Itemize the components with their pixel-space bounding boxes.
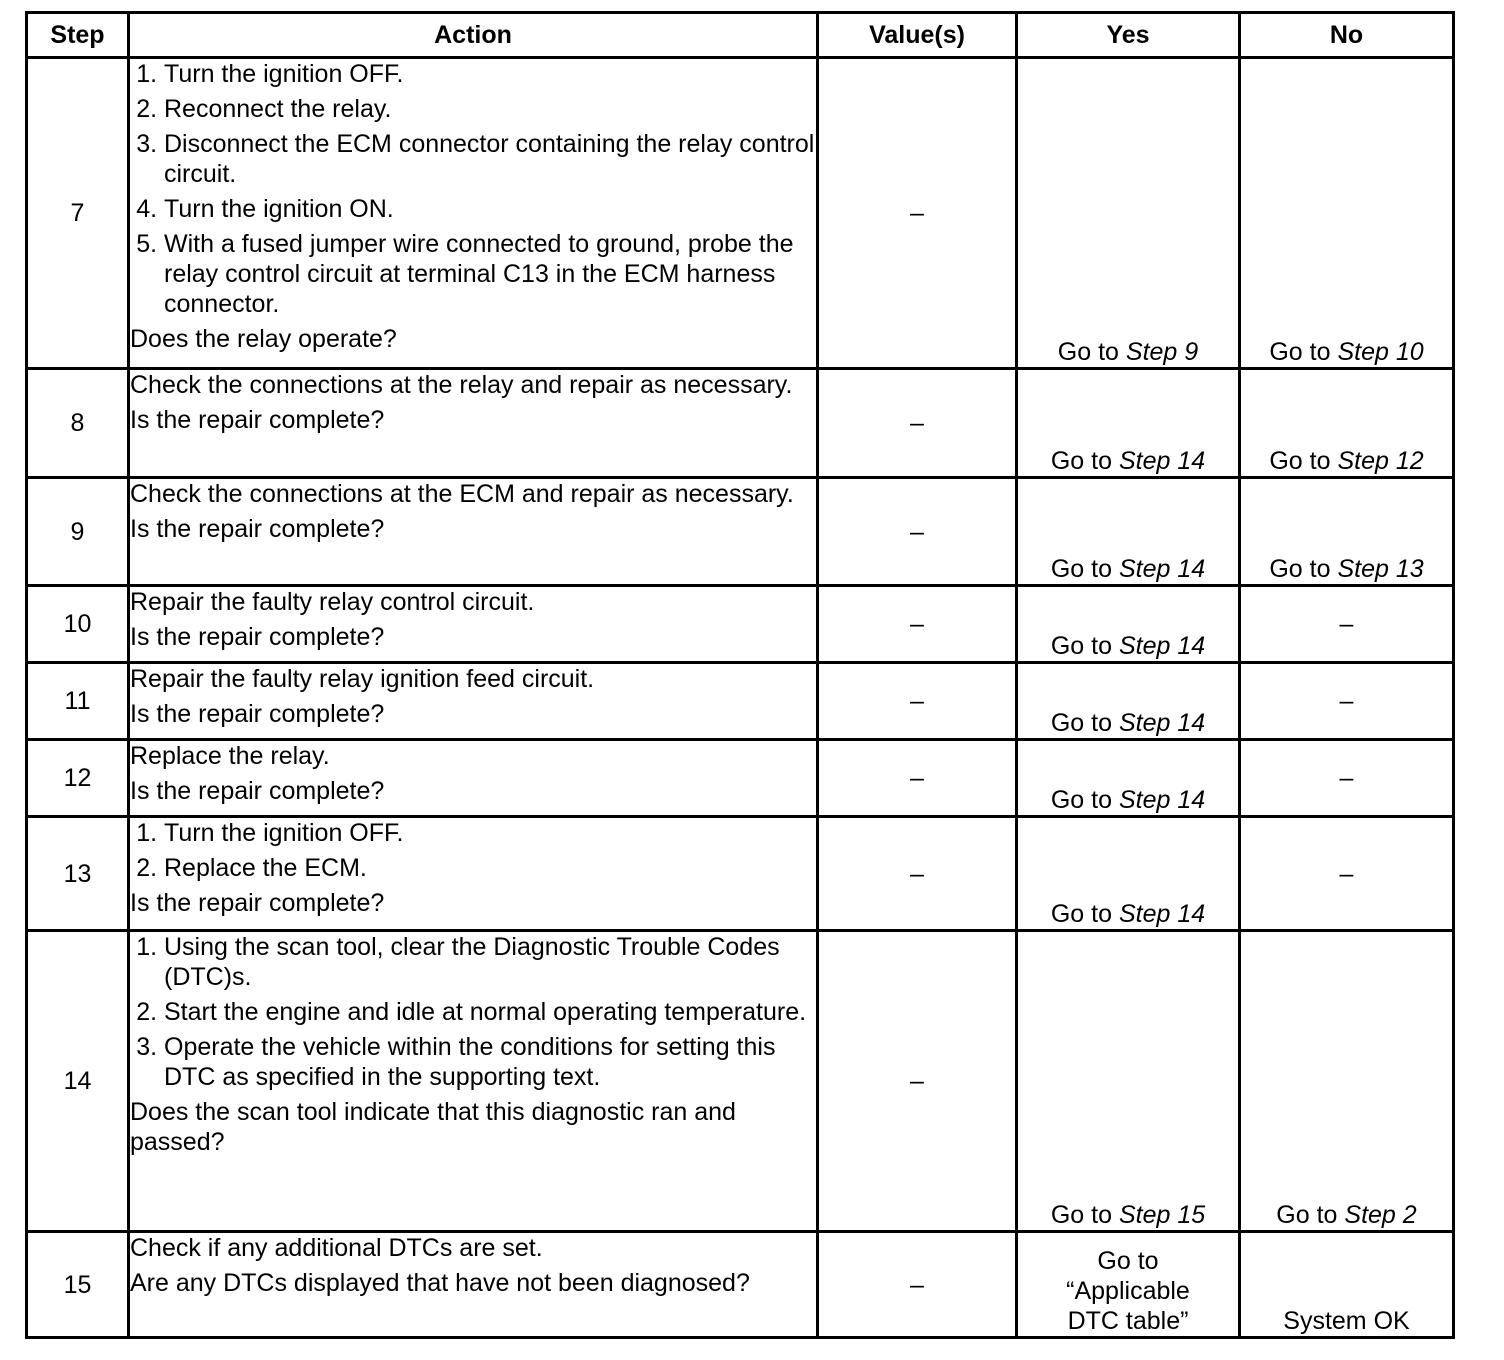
step-number: 11 [27, 663, 129, 740]
go-to-text: Go to [1276, 1201, 1338, 1229]
action-step: 3. Operate the vehicle within the conditions for setting this DTC as specified in the supporting text. [164, 1032, 816, 1092]
header-no: No [1240, 13, 1454, 58]
action-step: 2. Replace the ECM. [164, 853, 816, 883]
go-to-text: Go to [1050, 1201, 1112, 1229]
action-question: Is the repair complete? [130, 623, 385, 651]
yes-cell [1017, 931, 1240, 1232]
step-reference: Step 13 [1337, 555, 1424, 583]
no-cell: – [1240, 663, 1454, 740]
table-row [27, 817, 1454, 931]
go-to-text: Go to [1050, 709, 1112, 737]
value-cell: – [818, 740, 1017, 817]
table-row [27, 740, 1454, 817]
action-text: Check the connections at the ECM and repair as necessary. [130, 480, 794, 508]
yes-cell [1017, 663, 1240, 740]
header-yes: Yes [1017, 13, 1240, 58]
step-reference: Step 12 [1337, 447, 1424, 475]
yes-line: DTC table” [1067, 1307, 1189, 1335]
yes-cell [1017, 369, 1240, 478]
value-cell: – [818, 1232, 1017, 1338]
table-row [27, 931, 1454, 1232]
go-to-text: Go to [1269, 447, 1331, 475]
action-text: Repair the faulty relay control circuit. [130, 588, 535, 616]
yes-cell [1017, 58, 1240, 369]
step-reference: Step 14 [1118, 447, 1206, 475]
yes-cell [1017, 817, 1240, 931]
action-step: 1. Using the scan tool, clear the Diagnostic Trouble Codes (DTC)s. [164, 932, 816, 992]
step-number: 8 [27, 369, 129, 478]
go-to-text: Go to [1050, 632, 1112, 660]
action-question: Is the repair complete? [130, 515, 385, 543]
value-cell: – [818, 58, 1017, 369]
yes-cell [1017, 586, 1240, 663]
value-cell: – [818, 817, 1017, 931]
step-reference: Step 10 [1337, 338, 1424, 366]
action-cell [129, 478, 818, 586]
action-question: Does the scan tool indicate that this diagnostic ran and passed? [130, 1098, 736, 1156]
action-cell [129, 1232, 818, 1338]
action-step: 2. Start the engine and idle at normal operating temperature. [164, 997, 816, 1027]
action-question: Is the repair complete? [130, 889, 385, 917]
action-question: Is the repair complete? [130, 777, 385, 805]
action-question: Does the relay operate? [130, 325, 397, 353]
value-cell: – [818, 586, 1017, 663]
action-cell [129, 663, 818, 740]
no-cell [1240, 58, 1454, 369]
go-to-text: Go to [1050, 447, 1112, 475]
step-reference: Step 14 [1118, 786, 1206, 814]
header-action: Action [129, 13, 818, 58]
go-to-text: Go to [1050, 555, 1112, 583]
go-to-text: Go to [1269, 338, 1331, 366]
go-to-text: Go to [1269, 555, 1331, 583]
action-cell [129, 369, 818, 478]
step-number: 7 [27, 58, 129, 369]
header-row [27, 13, 1454, 58]
action-step: 2. Reconnect the relay. [164, 94, 816, 124]
yes-line: “Applicable [1066, 1277, 1190, 1305]
step-number: 9 [27, 478, 129, 586]
no-cell: System OK [1240, 1232, 1454, 1338]
step-reference: Step 14 [1118, 632, 1206, 660]
go-to-text: Go to [1050, 786, 1112, 814]
no-cell: – [1240, 586, 1454, 663]
action-question: Are any DTCs displayed that have not been diagnosed? [130, 1269, 750, 1297]
action-text: Repair the faulty relay ignition feed circuit. [130, 665, 595, 693]
no-cell: – [1240, 740, 1454, 817]
no-cell: – [1240, 817, 1454, 931]
table-row [27, 478, 1454, 586]
step-number: 13 [27, 817, 129, 931]
table-row [27, 1232, 1454, 1338]
step-reference: Step 2 [1344, 1201, 1417, 1229]
action-cell [129, 931, 818, 1232]
yes-cell [1017, 1232, 1240, 1338]
action-steps [130, 59, 816, 319]
action-cell [129, 817, 818, 931]
header-values: Value(s) [818, 13, 1017, 58]
action-step: 1. Turn the ignition OFF. [164, 818, 816, 848]
step-reference: Step 9 [1125, 338, 1199, 366]
yes-line: Go to [1097, 1247, 1159, 1275]
action-text: Check if any additional DTCs are set. [130, 1234, 543, 1262]
action-step: 4. Turn the ignition ON. [164, 194, 816, 224]
table-row [27, 58, 1454, 369]
go-to-text: Go to [1057, 338, 1119, 366]
action-step: 5. With a fused jumper wire connected to ground, probe the relay control circuit at terminal C13 in the ECM harness connector. [164, 229, 816, 319]
diagnostic-table [25, 11, 1455, 1339]
yes-cell [1017, 478, 1240, 586]
header-step: Step [27, 13, 129, 58]
table-row [27, 586, 1454, 663]
step-reference: Step 14 [1118, 555, 1206, 583]
step-reference: Step 15 [1118, 1201, 1206, 1229]
value-cell: – [818, 663, 1017, 740]
no-cell [1240, 931, 1454, 1232]
action-steps [130, 932, 816, 1092]
action-cell [129, 740, 818, 817]
action-step: 3. Disconnect the ECM connector containing the relay control circuit. [164, 129, 816, 189]
go-to-text: Go to [1050, 900, 1112, 928]
action-step: 1. Turn the ignition OFF. [164, 59, 816, 89]
action-question: Is the repair complete? [130, 406, 385, 434]
step-reference: Step 14 [1118, 709, 1206, 737]
action-steps [130, 818, 816, 883]
action-cell [129, 58, 818, 369]
value-cell: – [818, 369, 1017, 478]
no-cell [1240, 478, 1454, 586]
step-number: 15 [27, 1232, 129, 1338]
step-number: 10 [27, 586, 129, 663]
value-cell: – [818, 931, 1017, 1232]
yes-cell [1017, 740, 1240, 817]
step-number: 14 [27, 931, 129, 1232]
step-number: 12 [27, 740, 129, 817]
action-text: Replace the relay. [130, 742, 330, 770]
value-cell: – [818, 478, 1017, 586]
action-cell [129, 586, 818, 663]
step-reference: Step 14 [1118, 900, 1206, 928]
table-row [27, 369, 1454, 478]
action-text: Check the connections at the relay and repair as necessary. [130, 371, 793, 399]
table-row [27, 663, 1454, 740]
action-question: Is the repair complete? [130, 700, 385, 728]
no-cell [1240, 369, 1454, 478]
